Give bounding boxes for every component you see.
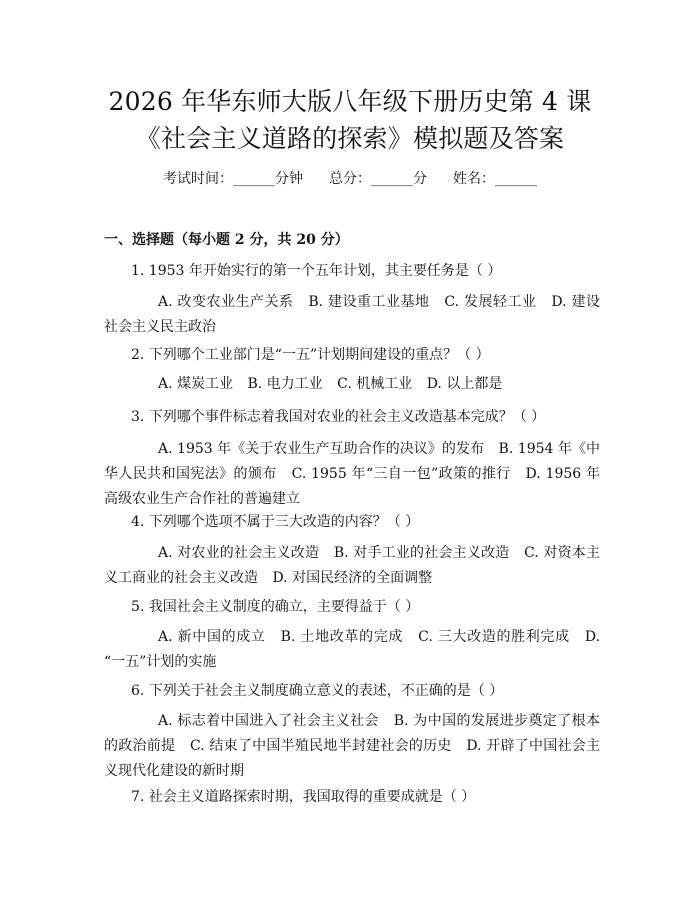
section-heading: 一、选择题（每小题 2 分，共 20 分）: [104, 232, 349, 248]
question-1-option-c: C. 发展轻工业: [444, 294, 537, 310]
question-3-option-d: D. 1956 年高级农业生产合作社的普遍建立: [104, 466, 601, 507]
question-6-options: [104, 709, 600, 784]
question-6-option-b: B. 为中国的发展进步奠定了根本的政治前提: [104, 713, 600, 754]
question-6-option-d: D. 开辟了中国社会主义现代化建设的新时期: [104, 738, 600, 779]
question-4-stem: 4. 下列哪个选项不属于三大改造的内容？（ ）: [131, 514, 420, 530]
question-3-options: [104, 437, 600, 512]
question-1-options: [104, 290, 600, 340]
question-1-option-a: A. 改变农业生产关系: [158, 294, 294, 310]
question-5-option-c: C. 三大改造的胜利完成: [418, 629, 570, 645]
document-title-line-2: 《社会主义道路的探索》模拟题及答案: [135, 124, 565, 153]
question-3-stem: 3. 下列哪个事件标志着我国对农业的社会主义改造基本完成？（ ）: [131, 409, 546, 425]
question-6-option-a: A. 标志着中国进入了社会主义社会: [158, 713, 379, 729]
question-3-option-c: C. 1955 年“三自一包”政策的推行: [291, 466, 511, 482]
question-5-stem: 5. 我国社会主义制度的确立，主要得益于（ ）: [131, 599, 420, 615]
question-2-options: [104, 372, 600, 397]
question-2-option-a: A. 煤炭工业: [158, 376, 234, 392]
question-6-option-c: C. 结束了中国半殖民地半封建社会的历史: [189, 738, 452, 754]
question-6-stem: 6. 下列关于社会主义制度确立意义的表述，不正确的是（ ）: [131, 683, 504, 699]
question-1-option-b: B. 建设重工业基地: [308, 294, 430, 310]
question-5-options: [104, 625, 600, 675]
question-1-option-d: D. 建设社会主义民主政治: [104, 294, 601, 335]
question-4-options: [104, 541, 600, 591]
question-4-option-d: D. 对国民经济的全面调整: [272, 570, 433, 586]
question-7-stem: 7. 社会主义道路探索时期，我国取得的重要成就是（ ）: [131, 789, 476, 805]
question-2-option-b: B. 电力工业: [247, 376, 323, 392]
question-4-option-a: A. 对农业的社会主义改造: [158, 545, 320, 561]
question-3-option-a: A. 1953 年《关于农业生产互助合作的决议》的发布: [158, 441, 485, 457]
exam-time-field: 考试时间：______分钟: [163, 171, 303, 187]
question-3-option-b: B. 1954 年《中华人民共和国宪法》的颁布: [104, 441, 600, 482]
document-title-line-1: 2026 年华东师大版八年级下册历史第 4 课: [108, 87, 592, 116]
exam-info: [0, 169, 700, 189]
question-5-option-b: B. 土地改革的完成: [280, 629, 404, 645]
question-5-option-d: D. “一五”计划的实施: [104, 629, 601, 670]
question-1-stem: 1. 1953 年开始实行的第一个五年计划，其主要任务是（ ）: [131, 263, 502, 279]
question-2-option-c: C. 机械工业: [337, 376, 413, 392]
total-score-field: 总分：______分: [329, 171, 427, 187]
question-4-option-c: C. 对资本主义工商业的社会主义改造: [104, 545, 600, 586]
question-5-option-a: A. 新中国的成立: [158, 629, 266, 645]
question-2-stem: 2. 下列哪个工业部门是“一五”计划期间建设的重点？（ ）: [131, 347, 490, 363]
question-4-option-b: B. 对手工业的社会主义改造: [333, 545, 510, 561]
student-name-field: 姓名：______: [453, 171, 537, 187]
question-2-option-d: D. 以上都是: [426, 376, 503, 392]
